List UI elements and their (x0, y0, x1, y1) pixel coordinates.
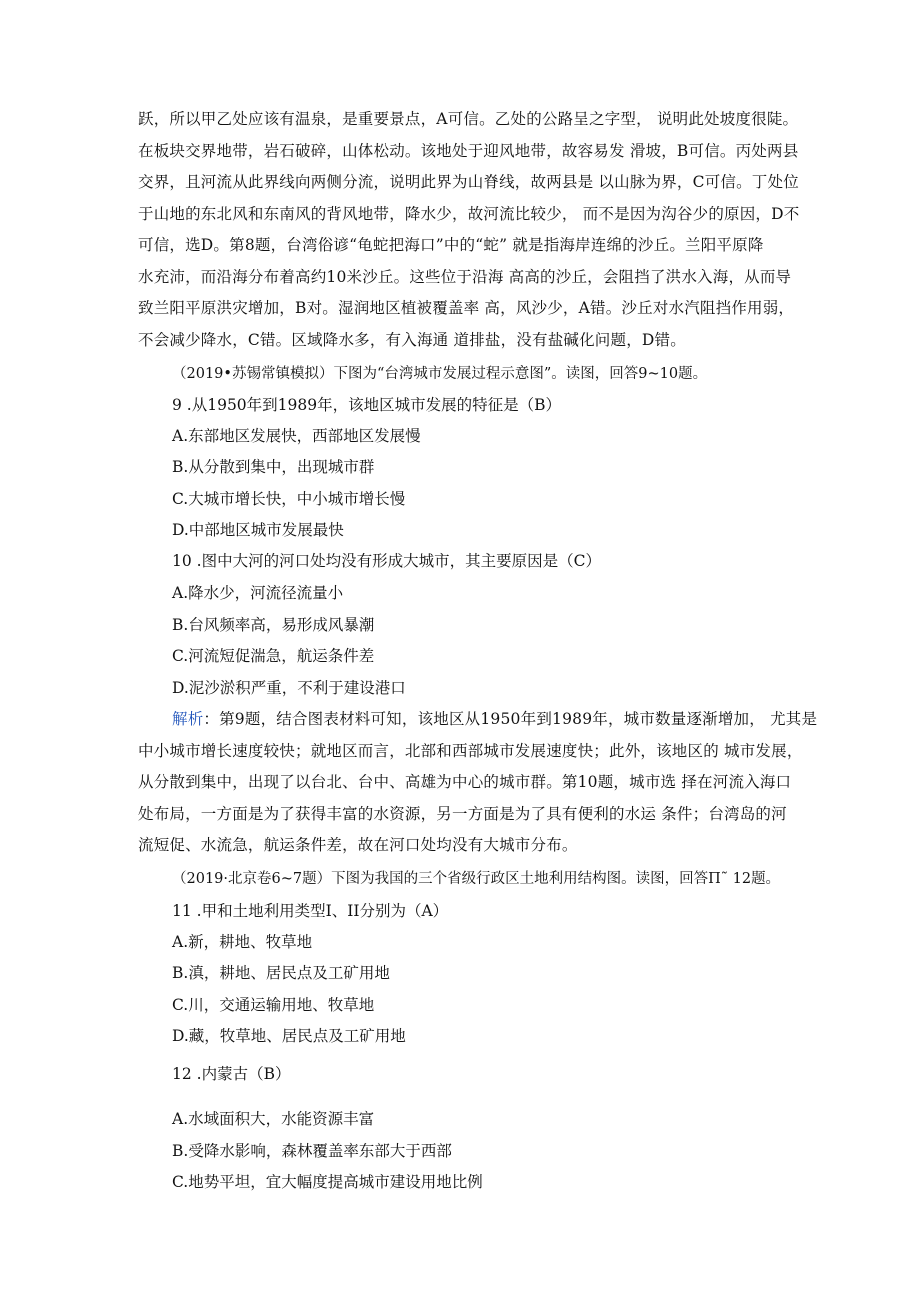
analysis-label: 解析 (172, 710, 204, 728)
analysis-paragraph (138, 704, 818, 862)
question-stem: 11 .甲和土地利用类型I、II分别为（A） (172, 902, 449, 920)
answer-option: B.滇，耕地、居民点及工矿用地 (172, 964, 390, 982)
text-line: 跃，所以甲乙处应该有温泉，是重要景点，A可信。乙处的公路呈之字型， 说明此处坡度很陡。 (138, 110, 799, 128)
text-line: 交界，且河流从此界线向两侧分流，说明此界为山脊线，故两县是 以山脉为界，C可信。丁处位 (138, 173, 799, 191)
answer-option: A.东部地区发展快，西部地区发展慢 (172, 427, 421, 445)
text-line: 在板块交界地带，岩石破碎，山体松动。该地处于迎风地带，故容易发 滑坡，B可信。丙处两县 (138, 141, 799, 160)
answer-option: C.大城市增长快，中小城市增长慢 (172, 490, 406, 508)
question-stem: 9 .从1950年到1989年，该地区城市发展的特征是（B） (172, 396, 561, 414)
answer-option: B.受降水影响，森林覆盖率东部大于西部 (172, 1142, 452, 1160)
text-line (138, 704, 818, 736)
answer-option: B.从分散到集中，出现城市群 (172, 458, 375, 476)
answer-option: C.川，交通运输用地、牧草地 (172, 996, 375, 1014)
text-line: 水充沛，而沿海分布着高约10米沙丘。这些位于沿海 高高的沙丘，会阻挡了洪水入海，从而导 (138, 267, 792, 286)
text-line: 流短促、水流急，航运条件差，故在河口处均没有大城市分布。 (138, 836, 578, 854)
explanation-paragraph (138, 104, 798, 356)
answer-option: C.河流短促湍急，航运条件差 (172, 647, 375, 665)
text-line: 可信，选D。第8题，台湾俗谚“龟蛇把海口”中的“蛇” 就是指海岸连绵的沙丘。兰阳平原降 (138, 236, 764, 254)
analysis-text: ：第9题，结合图表材料可知，该地区从1950年到1989年，城市数量逐渐增加， 尤其是 (203, 710, 818, 728)
question-group-intro: （2019•苏锡常镇模拟）下图为“台湾城市发展过程示意图”。读图，回答9~10题。 (172, 366, 708, 382)
text-line: 不会减少降水，C错。区域降水多，有入海通 道排盐，没有盐碱化问题，D错。 (138, 330, 686, 349)
text-line: 致兰阳平原洪灾增加，B对。湿润地区植被覆盖率 高，风沙少，A错。沙丘对水汽阻挡作用弱， (138, 299, 795, 317)
answer-option: A.降水少，河流径流量小 (172, 584, 344, 602)
answer-option: B.台风频率高，易形成风暴潮 (172, 616, 375, 634)
answer-option: D.中部地区城市发展最快 (172, 521, 344, 539)
text-line: 于山地的东北风和东南风的背风地带，降水少，故河流比较少， 而不是因为沟谷少的原因，D不 (138, 204, 800, 223)
question-stem: 12 .内蒙古（B） (172, 1065, 291, 1083)
text-line: 中小城市增长速度较快；就地区而言，北部和西部城市发展速度快；此外，该地区的 城市发展， (138, 741, 803, 760)
question-group-intro: （2019·北京卷6~7题）下图为我国的三个省级行政区土地利用结构图。读图，回答П˜ 12题。 (172, 871, 781, 887)
answer-option: A.水域面积大，水能资源丰富 (172, 1110, 375, 1128)
text-line: 从分散到集中，出现了以台北、台中、高雄为中心的城市群。第10题，城市选 择在河流入海口 (138, 773, 792, 791)
answer-option: D.泥沙淤积严重，不利于建设港口 (172, 679, 406, 697)
question-stem: 10 .图中大河的河口处均没有形成大城市，其主要原因是（C） (172, 552, 601, 570)
answer-option: D.藏，牧草地、居民点及工矿用地 (172, 1027, 406, 1045)
answer-option: A.新，耕地、牧草地 (172, 933, 313, 951)
text-line: 处布局，一方面是为了获得丰富的水资源，另一方面是为了具有便利的水运 条件；台湾岛的河 (138, 804, 787, 823)
answer-option: C.地势平坦，宜大幅度提高城市建设用地比例 (172, 1173, 483, 1191)
